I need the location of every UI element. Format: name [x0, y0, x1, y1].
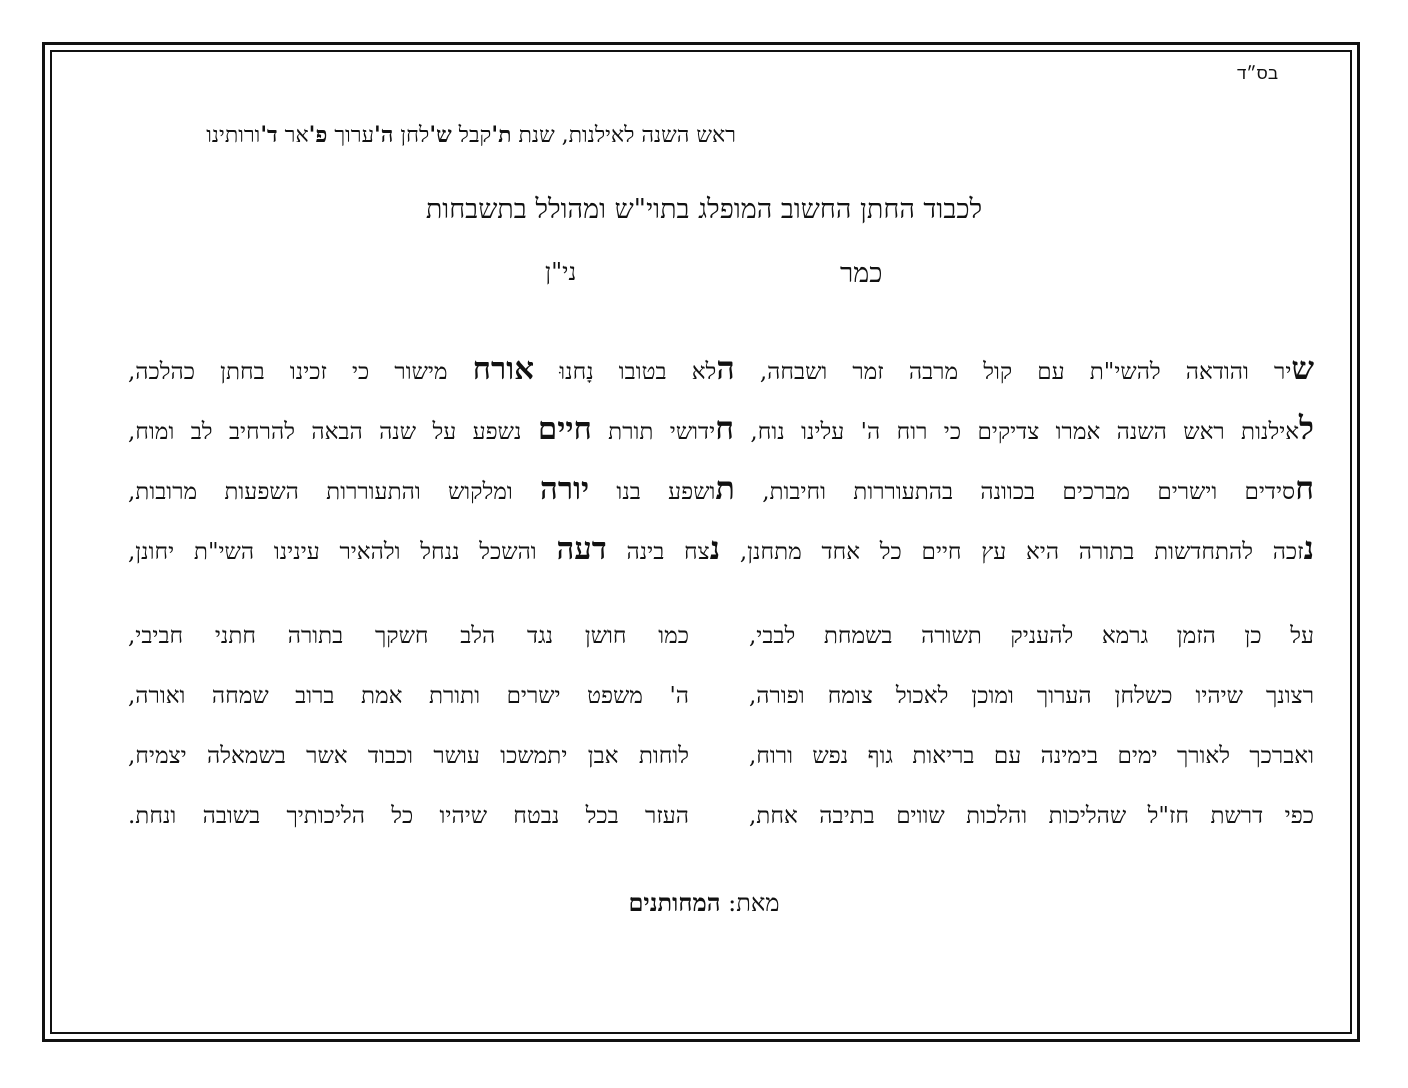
verse-text: ה'	[642, 683, 689, 709]
acrostic-letter: ח	[715, 409, 735, 447]
date-letter: ש'	[429, 122, 452, 148]
verse-row	[128, 726, 1314, 786]
verse-text: לוחות	[618, 743, 689, 769]
acrostic-letter: נ	[709, 529, 721, 567]
verse-right	[749, 786, 1314, 846]
verse-text: בכל נבטח שיהיו כל הליכותיך בשובה ונחת.	[128, 803, 646, 829]
title-word: כמר	[840, 258, 883, 289]
poem-text: והשכל ננחל ולהאיר עינינו השי"ת יחונן,	[128, 539, 557, 565]
highlight-word: העזר	[645, 803, 689, 829]
verse-text: יתמשכו עושר וכבוד אשר בשמאלה יצמיח,	[128, 743, 588, 769]
verse-row	[128, 606, 1314, 666]
poem-text: אילנות ראש השנה אמרו צדיקים כי רוח ה' עלינו נוח,	[734, 419, 1300, 445]
poem-text: ושפע בנו	[589, 479, 716, 505]
verse-right	[749, 606, 1314, 666]
poem-line	[128, 458, 1314, 518]
acrostic-letter: ח	[1295, 469, 1314, 507]
verse-text: נגד הלב חשקך בתורה חתני חביבי,	[128, 623, 585, 649]
highlight-word: יורה	[540, 471, 590, 507]
verse-right	[749, 666, 1314, 726]
date-prefix: ראש השנה לאילנות, שנת	[511, 123, 736, 148]
verse-text: כמו	[626, 623, 689, 649]
date-letter: ד'	[260, 122, 278, 148]
poem-text: ידושי תורת	[591, 419, 716, 445]
title-suffix: ני"ן	[545, 258, 577, 286]
highlight-word: משפט	[587, 683, 643, 709]
verse-text: ל כן הזמן גרמא להעניק תשורה בשמחת לבבי,	[749, 623, 1301, 649]
poem-text: סידים וישרים מברכים בכוונה בהתעוררות וחיבות,	[734, 479, 1296, 505]
acrostic-letter: ו	[1308, 743, 1314, 769]
poem-text: מישור כי זכינו בחתן כהלכה,	[128, 359, 473, 385]
honor-line: לכבוד החתן החשוב המופלג בתוי"ש ומהולל בתשבחות	[425, 194, 983, 225]
poem-line	[128, 518, 1314, 578]
from-label: מאת:	[720, 889, 780, 917]
verse-left	[128, 786, 689, 846]
date-word: ערוך	[327, 123, 375, 148]
poem-text: ומלקוש והתעוררות השפעות מרובות,	[128, 479, 541, 505]
poem-text: לא בטובו נָחנוּ	[534, 359, 717, 385]
date-word: לחן	[393, 123, 430, 148]
poem-stanza	[128, 338, 1314, 578]
poem-text: צח בינה	[606, 539, 710, 565]
verse-right	[749, 726, 1314, 786]
poem-text: זכה להתחדשות בתורה היא עץ חיים כל אחד מתחנן,	[720, 539, 1304, 565]
date-word: ורותינו	[206, 123, 261, 148]
verse-left	[128, 606, 689, 666]
highlight-word: חושן	[584, 623, 627, 649]
acrostic-letter: ת	[715, 469, 735, 507]
poem-text: נשפע על שנה הבאה להרחיב לב ומוח,	[128, 419, 538, 445]
date-word: קבל	[451, 123, 492, 148]
verse-left	[128, 666, 689, 726]
from-line	[0, 888, 1408, 918]
verse-text: צונך שיהיו כשלחן הערוך ומוכן לאכול צומח ופורה,	[749, 683, 1303, 709]
acrostic-letter: כ	[1302, 803, 1314, 829]
acrostic-letter: ה	[716, 349, 735, 387]
acrostic-letter: נ	[1303, 529, 1314, 567]
acrostic-letter: ש	[1291, 349, 1315, 387]
verse-row	[128, 786, 1314, 846]
verse-text: ישרים ותורת אמת ברוב שמחה ואורה,	[128, 683, 588, 709]
date-letter: פ'	[308, 122, 328, 148]
highlight-word: דעה	[556, 531, 607, 567]
verse-row	[128, 666, 1314, 726]
from-name: המחותנים	[628, 888, 721, 917]
verse-text: פי דרשת חז"ל שהליכות והלכות שווים בתיבה אחת,	[749, 803, 1303, 829]
acrostic-letter: ל	[1299, 409, 1315, 447]
poem-line	[128, 338, 1314, 398]
date-line	[206, 122, 736, 148]
verse-stanza	[128, 606, 1314, 846]
poem-text: יר והודאה להשי"ת עם קול מרבה זמר ושבחה,	[734, 359, 1292, 385]
poem-line	[128, 398, 1314, 458]
verse-text: אברכך לאורך ימים בימינה עם בריאות גוף נפש ורוח,	[749, 743, 1309, 769]
date-letter: ה'	[374, 122, 394, 148]
acrostic-letter: ע	[1300, 623, 1314, 649]
highlight-word: אורח	[472, 351, 535, 387]
verse-left	[128, 726, 689, 786]
date-letter: ת'	[491, 122, 512, 148]
acrostic-letter: ר	[1302, 683, 1314, 709]
highlight-word: אבן	[587, 743, 619, 769]
date-word: אר	[277, 123, 309, 148]
highlight-word: חיים	[537, 411, 592, 447]
bsd-marker: בס״ד	[1237, 64, 1278, 83]
